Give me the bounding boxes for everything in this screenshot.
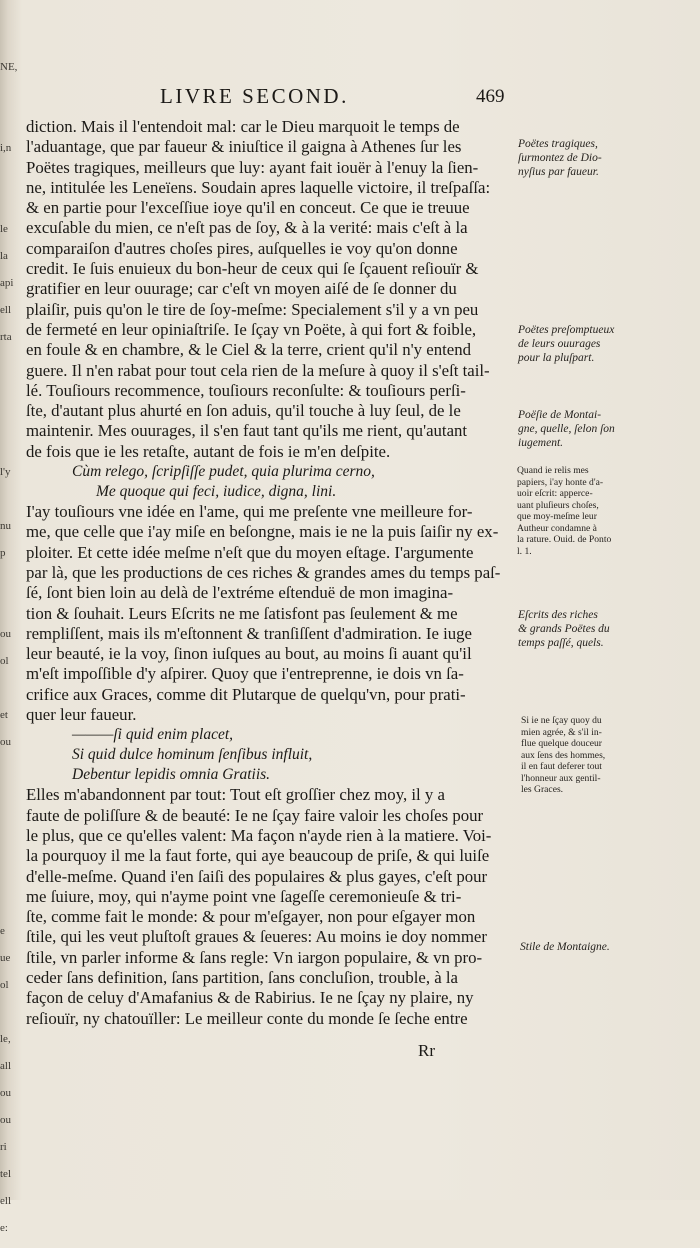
text-line: ſte, d'autant plus ahurté en ſon aduis, qu'il touche à luy ſeul, de le [26,401,461,421]
text-line: & en partie pour l'exceſſiue ioye qu'il en conceut. Ce que ie treuue [26,198,470,218]
margin-note-line: aux ſens des hommes, [521,749,606,761]
margin-note-line: les Graces. [521,784,564,795]
margin-note-line: la rature. Ouid. de Ponto [517,534,612,545]
gutter-fragment [0,573,16,600]
gutter-fragment [0,411,16,438]
text-line: façon de celuy d'Amafanius & de Rabirius. Ie ne ſçay ny plaire, ny [26,988,474,1008]
gutter-fragment: tel [0,1168,11,1180]
margin-note-line: que moy-meſme leur [517,511,597,522]
text-line: excuſable du mien, ce n'eſt pas de ſoy, & à la verité: mais c'eſt à la [26,218,468,238]
margin-note-translation-ovid [517,465,693,557]
gutter-fragment: ue [0,952,11,964]
margin-note-line: de leurs ouurages [518,338,601,350]
text-line: plaiſir, puis qu'on le tire de ſoy-meſme: Specialement s'il y a vn peu [26,299,479,319]
text-line: I'ay touſiours vne idée en l'ame, qui me preſente vne meilleure for- [26,502,473,522]
text-line: ſé, ſont bien loin au delà de l'extréme eſtenduë de mon imagina- [26,583,454,603]
margin-note-line: iugement. [518,437,564,449]
gutter-fragment: ol [0,655,9,667]
text-line: ſte, comme fait le monde: & pour m'eſgayer, non pour eſgayer mon [26,907,476,927]
gutter-fragment: nu [0,520,11,532]
text-line: lé. Touſiours recommence, touſiours reconſulte: & touſiours perſi- [26,380,466,400]
signature-mark: Rr [418,1041,435,1060]
text-line: Poëtes tragiques, meilleurs que luy: ayant fait iouër à l'enuy la ſien- [26,157,479,177]
gutter-fragment [0,816,16,843]
verse-line: Me quoque qui feci, iudice, digna, lini. [96,483,337,501]
text-line: reſiouïr, ny chatouïller: Le meilleur conte du monde ſe ſeche entre [26,1008,468,1028]
margin-note-line: Stile de Montaigne. [520,941,610,953]
margin-note-line: Poëtes tragiques, [518,138,598,150]
gutter-fragment: rta [0,331,12,343]
margin-note-line: Autheur condamne à [517,522,597,534]
gutter-fragment: et [0,709,8,721]
margin-note-line: Poëtes preſomptueux [518,324,615,336]
text-line: rempliſſent, mais ils m'eſtonnent & tranſiſſent d'admiration. Ie iuge [26,623,472,643]
gutter-fragment [0,600,16,627]
gutter-fragment [0,195,16,222]
gutter-fragment [0,384,16,411]
margin-note-line: Si ie ne ſçay quoy du [521,715,602,726]
margin-note-line: l'honneur aux gentil- [521,772,601,784]
margin-note-line: uoir eſcrit: apperce- [517,488,593,499]
gutter-fragment: ou [0,628,11,640]
gutter-fragment: all [0,1060,11,1072]
gutter-fragment: e: [0,1222,8,1234]
gutter-fragment: ou [0,736,11,748]
text-line: gratifier en leur ouurage; car c'eſt vn moyen aiſé de ſe donner du [26,279,457,299]
gutter-fragment [0,438,16,465]
margin-note-presumptuous-poets [518,323,694,365]
gutter-fragment [0,843,16,870]
text-line: me ſuiure, moy, qui n'ayme point vne ſageſſe ceremonieuſe & tri- [26,886,462,906]
margin-note-line: Quand ie relis mes [517,465,589,476]
gutter-fragment: la [0,250,8,262]
gutter-fragment [0,168,16,195]
text-line: diction. Mais il l'entendoit mal: car le Dieu marquoit le temps de [26,117,460,136]
gutter-fragment: p [0,547,6,559]
verse-line: ———ſi quid enim placet, [72,726,234,744]
margin-note-line: & grands Poëtes du [518,623,610,635]
gutter-fragment: api [0,277,14,289]
margin-note-tragic-poets [518,137,694,179]
latin-verse-ovid [26,462,516,502]
text-line: l'aduantage, que par faueur & iniuſtice il gaigna à Athenes ſur les [26,137,462,157]
margin-note-line: uant pluſieurs choſes, [517,499,599,511]
text-line: comparaiſon d'autres choſes pires, auſquelles ie voy qu'on donne [26,238,458,258]
gutter-fragment [0,492,16,519]
text-line: faute de poliſſure & de beauté: Ie ne ſçay faire valoir les choſes pour [26,805,484,825]
gutter-fragment: le, [0,1033,11,1045]
gutter-fragment: ol [0,979,9,991]
text-line: credit. Ie ſuis enuieux du bon-heur de ceux qui ſe ſçauent reſiouïr & [26,259,479,279]
text-line: d'elle-meſme. Quand i'en ſaiſi des populaires & plus gayes, c'eſt pour [26,866,488,886]
gutter-fragment: ell [0,1195,11,1207]
text-line: en foule & en chambre, & le Ciel & la terre, crient qu'il n'y entend [26,340,471,360]
gutter-fragment: l'y [0,466,11,478]
gutter-fragment: ri [0,1141,7,1153]
page-number: 469 [476,86,505,107]
gutter-fragment [0,870,16,897]
text-line: maintenir. Mes ouurages, il s'en faut tant qu'ils me rient, qu'autant [26,421,468,441]
margin-note-montaigne-style [520,940,696,954]
text-line: crifice aux Graces, comme dit Plutarque de quelqu'vn, pour prati- [26,684,466,704]
running-header: LIVRE SECOND. [160,84,349,108]
gutter-fragment: i,n [0,142,12,154]
text-line: leur beauté, ie la voy, ſinon iuſques au bout, au moins ſi auant qu'il [26,644,472,664]
gutter-fragment [0,357,16,384]
text-line: de fermeté en leur opiniaſtriſe. Ie ſçay vn Poëte, à qui fort & foible, [26,319,477,339]
text-line: ſtile, vn parler informe & ſans regle: Vn iargon populaire, & vn pro- [26,947,483,967]
margin-note-line: gne, quelle, ſelon ſon [518,423,615,435]
paragraph-3 [26,785,516,1029]
margin-note-line: l. 1. [517,545,532,557]
gutter-fragment: ell [0,304,11,316]
margin-note-line: Poëſie de Montai- [518,409,602,421]
margin-note-line: flue quelque douceur [521,738,602,749]
text-line: ploiter. Et cette idée meſme n'eſt que du moyen eſtage. I'argumente [26,542,474,562]
text-line: ceder ſans definition, ſans partition, ſans concluſion, trouble, à la [26,967,458,987]
gutter-fragment [0,1005,16,1032]
gutter-fragment: ou [0,1114,11,1126]
margin-note-line: ſurmontez de Dio- [518,152,602,164]
margin-note-line: pour la pluſpart. [518,352,595,364]
gutter-bleed-text [0,60,18,1234]
verse-line: Cùm relego, ſcripſiſſe pudet, quia plurima cerno, [72,463,375,481]
gutter-fragment [0,762,16,789]
paragraph-1 [26,117,516,462]
margin-note-line: papiers, i'ay honte d'a- [517,476,604,488]
margin-note-translation-graces [521,715,697,796]
text-line: le plus, que ce qu'elles valent: Ma façon n'ayde rien à la matiere. Voi- [26,825,492,845]
margin-note-montaigne-poetry [518,408,694,450]
text-line: par là, que les productions de ces riches & grandes ames du temps paſ- [26,562,501,582]
text-line: ne, intitulée les Leneïens. Soudain apres laquelle victoire, il treſpaſſa: [26,177,491,197]
margin-note-great-poets [518,608,694,650]
main-text [26,117,516,1029]
text-line: la pourquoy il me la faut forte, qui aye beaucoup de priſe, & qui luiſe [26,846,490,866]
margin-note-line: nyſius par faueur. [518,166,599,178]
gutter-fragment [0,897,16,924]
text-line: ſtile, qui les veut pluſtoſt graues & ſeueres: Au moins ie doy nommer [26,927,487,947]
margin-note-line: temps paſſé, quels. [518,637,604,649]
gutter-fragment: NE, [0,61,18,73]
paragraph-2 [26,502,516,725]
text-line: Elles m'abandonnent par tout: Tout eſt groſſier chez moy, il y a [26,785,445,805]
verse-line: Si quid dulce hominum ſenſibus influit, [72,746,313,764]
gutter-fragment [0,87,16,114]
margin-note-line: Eſcrits des riches [518,609,598,621]
verse-line: Debentur lepidis omnia Gratiis. [72,766,271,784]
gutter-fragment [0,681,16,708]
gutter-fragment: le [0,223,8,235]
text-line: me, que celle que i'ay miſe en beſongne, mais ie ne la puis ſaiſir ny ex- [26,522,499,542]
text-line: quer leur faueur. [26,705,137,725]
text-line: m'eſt impoſſible d'y aſpirer. Quoy que i'entreprenne, ie dois vn ſa- [26,664,464,684]
text-line: guere. Il n'en rabat pour tout cela rien de la meſure à quoy il s'eſt tail- [26,360,490,380]
margin-note-line: il en faut deferer tout [521,761,602,772]
text-line: de fois que ie les retaſte, autant de fois ie m'en deſpite. [26,441,391,461]
gutter-fragment: ou [0,1087,11,1099]
latin-verse-graces [26,725,516,785]
text-line: tion & ſouhait. Leurs Eſcrits ne me ſatisfont pas ſeulement & me [26,603,458,623]
gutter-fragment [0,114,16,141]
gutter-fragment: e [0,925,5,937]
margin-note-line: mien agrée, & s'il in- [521,726,602,738]
gutter-fragment [0,789,16,816]
